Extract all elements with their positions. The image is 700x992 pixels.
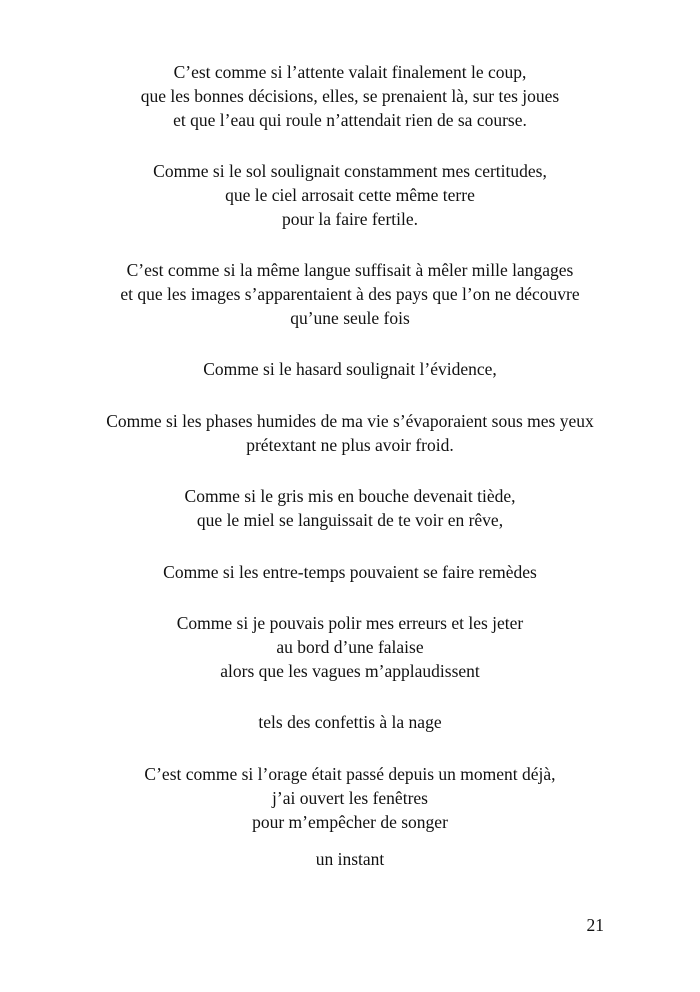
page-number: 21 [586,915,604,935]
poem-line: et que les images s’apparentaient à des pays que l’on ne découvre [120,284,580,304]
poem-line: prétextant ne plus avoir froid. [246,435,454,455]
poem-line: j’ai ouvert les fenêtres [272,788,428,808]
poem-line: que le ciel arrosait cette même terre [225,185,475,205]
poem-line: Comme si le gris mis en bouche devenait tiède, [184,486,516,506]
poem-line: et que l’eau qui roule n’attendait rien de sa course. [173,110,527,130]
poem-line: Comme si le sol soulignait constamment mes certitudes, [153,161,547,181]
poem-line: C’est comme si l’orage était passé depuis un moment déjà, [144,764,556,784]
poem-line: Comme si les phases humides de ma vie s’évaporaient sous mes yeux [106,411,594,431]
poem-line: Comme si les entre-temps pouvaient se faire remèdes [163,562,537,582]
poem-line: qu’une seule fois [290,308,410,328]
poem-line: que les bonnes décisions, elles, se prenaient là, sur tes joues [140,86,560,106]
poem-line: C’est comme si l’attente valait finalement le coup, [173,62,527,82]
poem-line: C’est comme si la même langue suffisait à mêler mille langages [126,260,574,280]
poem-line: tels des confettis à la nage [258,712,442,732]
poem-line: Comme si le hasard soulignait l’évidence, [203,359,497,379]
poem-line: pour m’empêcher de songer [252,812,448,832]
poem-line: que le miel se languissait de te voir en rêve, [196,510,504,530]
poem-line: alors que les vagues m’applaudissent [220,661,480,681]
poem-line: Comme si je pouvais polir mes erreurs et les jeter [176,613,524,633]
poem-line: un instant [315,849,385,869]
poem-line: pour la faire fertile. [281,209,419,229]
poem-line: au bord d’une falaise [276,637,424,657]
